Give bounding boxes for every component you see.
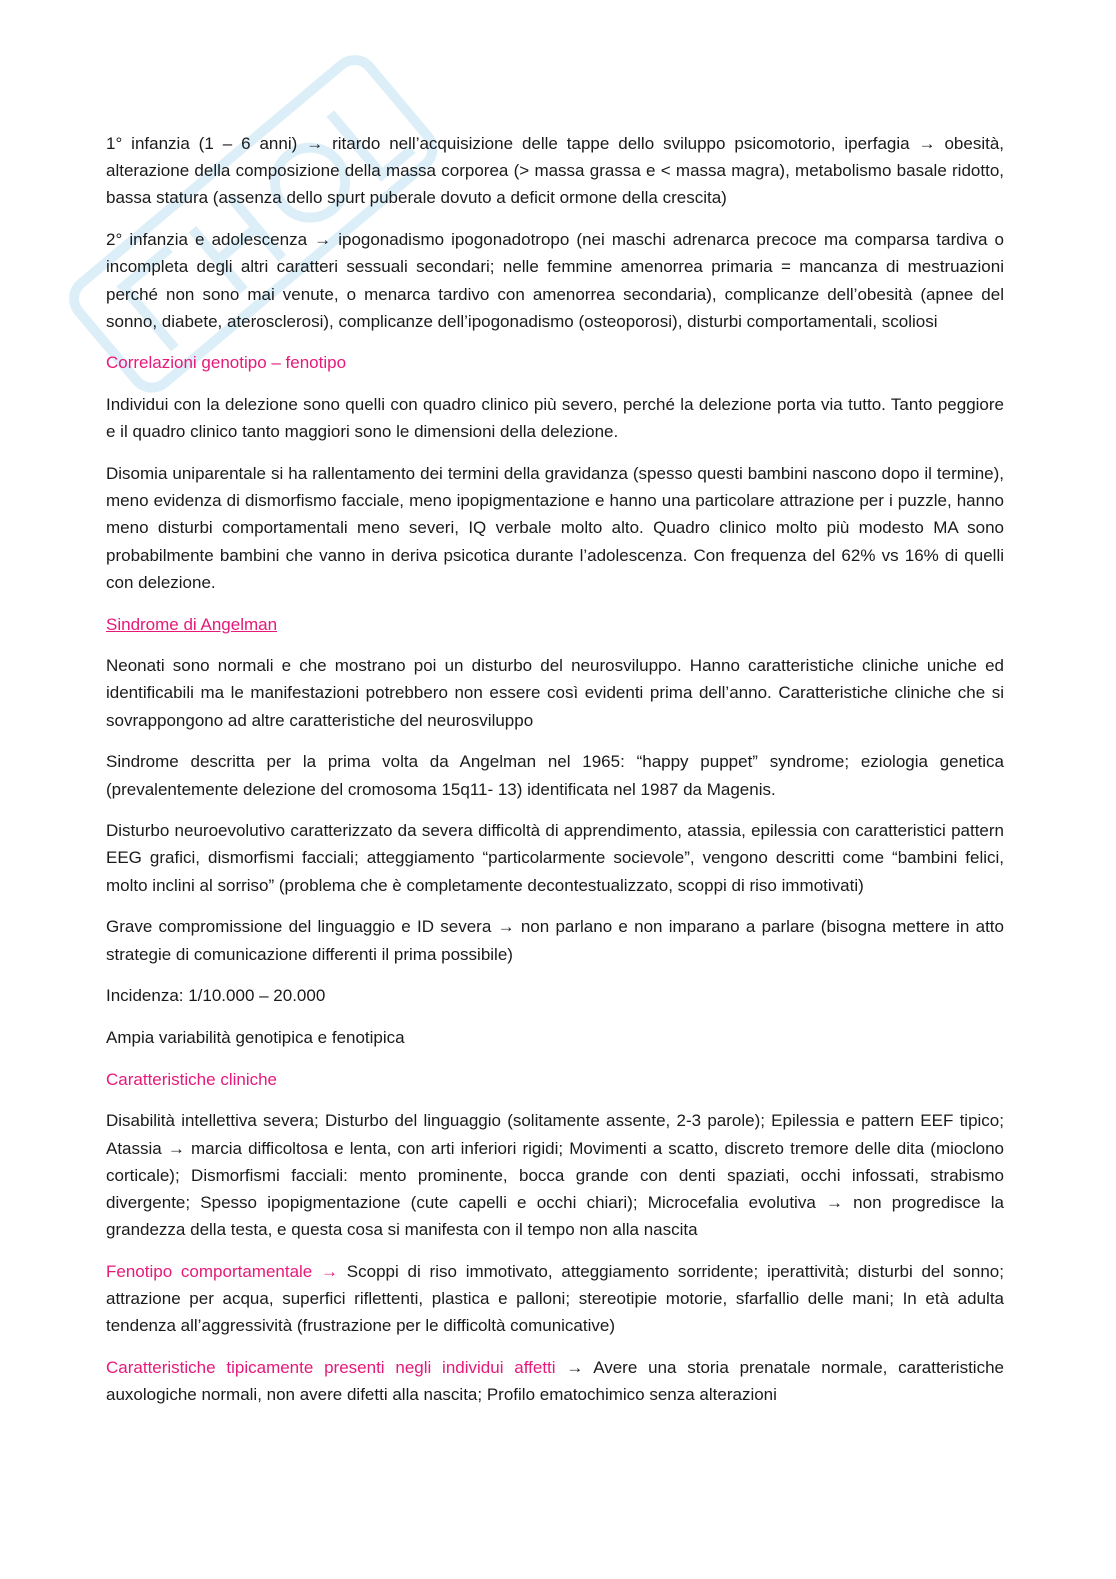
- heading-angelman: Sindrome di Angelman: [106, 614, 278, 634]
- arrow-icon: →: [314, 230, 332, 250]
- paragraph-delezione: Individui con la delezione sono quelli con quadro clinico più severo, perché la delezione porta via tutto. Tanto peggiore e il quadro clinico tanto maggiori sono le dimensioni della delezione.: [106, 395, 1004, 442]
- arrow-icon: →: [167, 1138, 185, 1158]
- paragraph-incidenza: Incidenza: 1/10.000 – 20.000: [106, 986, 326, 1006]
- arrow-icon: →: [918, 134, 936, 153]
- paragraph-caratteristiche-tipiche: Caratteristiche tipicamente presenti negli individui affetti → Avere una storia prenatale normale, caratteristiche auxologiche normali, non avere difetti alla nascita; Profilo ematochimico senza alterazioni: [106, 1358, 1004, 1405]
- arrow-icon: →: [306, 134, 324, 153]
- paragraph-variabilita: Ampia variabilità genotipica e fenotipica: [106, 1027, 405, 1047]
- paragraph-caratteristiche-list: Disabilità intellettiva severa; Disturbo del linguaggio (solitamente assente, 2-3 parole); Epilessia e pattern EEF tipico; Atassia → marcia difficoltosa e lenta, con arti inferiori rigidi; Movimenti a scatto, discreto tremore delle dita (mioclono corticale); Dismorfismi facciali: mento prominente, bocca grande con denti spaziati, occhi infossati, strabismo divergente; Spesso ipopigmentazione (cute capelli e occhi chiari); Microcefalia evolutiva → non progredisce la grandezza della testa, e questa cosa si manifesta con il tempo non alla nascita: [106, 1111, 1004, 1240]
- paragraph-prima-infanzia: 1° infanzia (1 – 6 anni) → ritardo nell’acquisizione delle tappe dello sviluppo psicomotorio, iperfagia → obesità, alterazione della composizione della massa corporea (> massa grassa e < massa magra), metabolismo basale ridotto, bassa statura (assenza dello spurt puberale dovuto a deficit ormone della crescita): [106, 134, 1004, 208]
- paragraph-sindrome-descritta: Sindrome descritta per la prima volta da Angelman nel 1965: “happy puppet” syndrome; eziologia genetica (prevalentemente delezione del cromosoma 15q11- 13) identificata nel 1987 da Magenis.: [106, 752, 1004, 799]
- document-page: [106, 130, 1004, 1423]
- paragraph-linguaggio: Grave compromissione del linguaggio e ID severa → non parlano e non imparano a parlare (bisogna mettere in atto strategie di comunicazione differenti il prima possibile): [106, 917, 1004, 964]
- paragraph-seconda-infanzia: 2° infanzia e adolescenza → ipogonadismo ipogonadotropo (nei maschi adrenarca precoce ma comparsa tardiva o incompleta degli altri caratteri sessuali secondari; nelle femmine amenorrea primaria = mancanza di mestruazioni perché non sono mai venute, o menarca tardivo con amenorrea secondaria), complicanze dell’obesità (apnee del sonno, diabete, aterosclerosi), complicanze dell’ipogonadismo (osteoporosi), disturbi comportamentali, scoliosi: [106, 230, 1004, 331]
- heading-caratteristiche-cliniche: Caratteristiche cliniche: [106, 1069, 278, 1089]
- paragraph-fenotipo-comportamentale: Fenotipo comportamentale → Scoppi di riso immotivato, atteggiamento sorridente; iperattività; disturbi del sonno; attrazione per acqua, superfici riflettenti, plastica e palloni; stereotipie motorie, sfarfallio delle mani; In età adulta tendenza all’aggressività (frustrazione per le difficoltà comunicative): [106, 1261, 1004, 1336]
- heading-correlazioni: Correlazioni genotipo – fenotipo: [106, 353, 347, 373]
- arrow-icon: →: [566, 1358, 584, 1378]
- arrow-icon: →: [497, 917, 515, 937]
- paragraph-disturbo-neuroevolutivo: Disturbo neuroevolutivo caratterizzato da severa difficoltà di apprendimento, atassia, epilessia con caratteristici pattern EEG grafici, dismorfismi facciali; atteggiamento “particolarmente socievole”, vengono descritti come “bambini felici, molto inclini al sorriso” (problema che è completamente decontestualizzato, scoppi di riso immotivati): [106, 821, 1004, 895]
- paragraph-disomia: Disomia uniparentale si ha rallentamento dei termini della gravidanza (spesso questi bambini nascono dopo il termine), meno evidenza di dismorfismo facciale, meno ipopigmentazione e hanno una particolare attrazione per i puzzle, hanno meno disturbi comportamentali meno severi, IQ verbale molto alto. Quadro clinico molto più modesto MA sono probabilmente bambini che vanno in deriva psicotica durante l’adolescenza. Con frequenza del 62% vs 16% di quelli con delezione.: [106, 464, 1004, 592]
- arrow-icon: →: [321, 1261, 339, 1281]
- arrow-icon: →: [825, 1193, 843, 1212]
- paragraph-neonati: Neonati sono normali e che mostrano poi un disturbo del neurosviluppo. Hanno caratteristiche cliniche uniche ed identificabili ma le manifestazioni potrebbero non essere così evidenti prima dell’anno. Caratteristiche cliniche che si sovrappongono ad altre caratteristiche del neurosviluppo: [106, 656, 1004, 730]
